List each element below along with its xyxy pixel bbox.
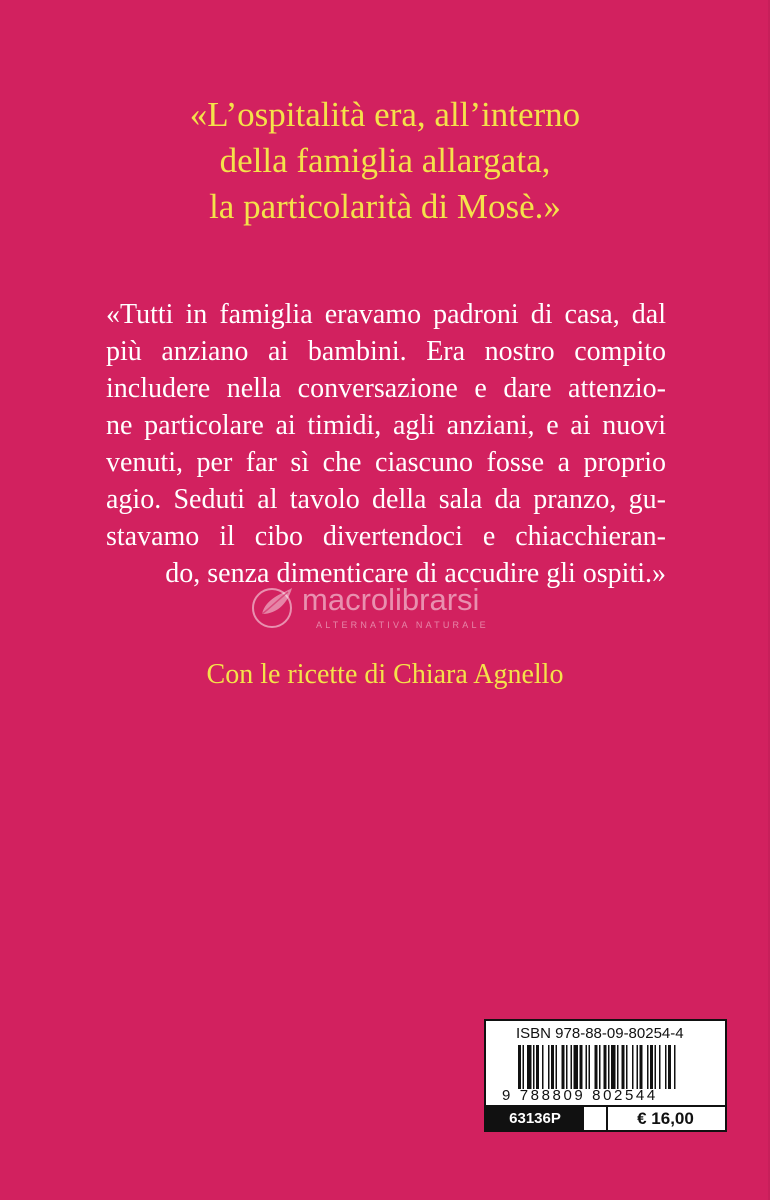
watermark <box>248 584 548 636</box>
body-quote-line: più anziano ai bambini. Era nostro compito <box>106 336 666 367</box>
code-price-row <box>486 1105 725 1130</box>
barcode-bar <box>640 1045 643 1089</box>
body-quote <box>106 296 666 592</box>
body-quote-line: includere nella conversazione e dare attenzio- <box>106 373 666 404</box>
barcode-bar <box>523 1045 525 1089</box>
barcode-bar <box>659 1045 661 1089</box>
headline-quote-line: la particolarità di Mosè.» <box>209 187 561 226</box>
barcode-bar <box>647 1045 649 1089</box>
body-quote-line: stavamo il cibo divertendoci e chiacchieran- <box>106 521 666 552</box>
barcode-bar <box>622 1045 625 1089</box>
watermark-tagline: ALTERNATIVA NATURALE <box>316 620 489 630</box>
barcode-bar <box>637 1045 639 1089</box>
barcode-bar <box>527 1045 532 1089</box>
barcode-bar <box>580 1045 583 1089</box>
barcode-bar <box>566 1045 568 1089</box>
barcode-bar <box>650 1045 653 1089</box>
body-quote-line: ne particolare ai timidi, agli anziani, e ai nuovi <box>106 410 666 441</box>
barcode-bar <box>562 1045 565 1089</box>
barcode-bar <box>617 1045 619 1089</box>
leaf-logo-icon <box>248 584 298 630</box>
barcode-bar <box>595 1045 598 1089</box>
recipes-credit: Con le ricette di Chiara Agnello <box>206 659 564 690</box>
barcode-bar <box>655 1045 657 1089</box>
barcode-digits: 9 788809 802544 <box>502 1087 658 1104</box>
barcode-bar <box>574 1045 579 1089</box>
barcode-bar <box>589 1045 591 1089</box>
barcode-bar <box>611 1045 616 1089</box>
price-label: € 16,00 <box>606 1107 723 1130</box>
body-quote-line: venuti, per far sì che ciascuno fosse a proprio <box>106 447 666 478</box>
barcode-bar <box>542 1045 544 1089</box>
product-code: 63136P <box>486 1107 584 1130</box>
barcode-bar <box>608 1045 610 1089</box>
barcode-bar <box>548 1045 550 1089</box>
barcode-bar <box>632 1045 634 1089</box>
body-quote-line: «Tutti in famiglia eravamo padroni di casa, dal <box>106 299 666 330</box>
barcode-bar <box>604 1045 607 1089</box>
barcode-bar <box>518 1045 521 1089</box>
barcode-bar <box>536 1045 539 1089</box>
barcode-bar <box>668 1045 671 1089</box>
barcode-bar <box>571 1045 573 1089</box>
barcode-bar <box>674 1045 676 1089</box>
watermark-brand: macrolibrarsi <box>302 582 480 617</box>
barcode-box <box>484 1019 727 1132</box>
body-quote-line: do, senza dimenticare di accudire gli ospiti.» <box>165 558 666 589</box>
barcode-bar <box>665 1045 667 1089</box>
barcode-bar <box>586 1045 588 1089</box>
barcode-bar <box>599 1045 601 1089</box>
body-quote-line: agio. Seduti al tavolo della sala da pranzo, gu- <box>106 484 666 515</box>
barcode-bar <box>556 1045 558 1089</box>
headline-quote <box>60 92 710 230</box>
barcode-bar <box>626 1045 628 1089</box>
barcode-bar <box>533 1045 535 1089</box>
barcode-bar <box>551 1045 554 1089</box>
isbn-label: ISBN 978-88-09-80254-4 <box>516 1025 684 1042</box>
headline-quote-line: della famiglia allargata, <box>219 141 551 180</box>
barcode <box>518 1045 722 1089</box>
headline-quote-line: «L’ospitalità era, all’interno <box>189 95 581 134</box>
